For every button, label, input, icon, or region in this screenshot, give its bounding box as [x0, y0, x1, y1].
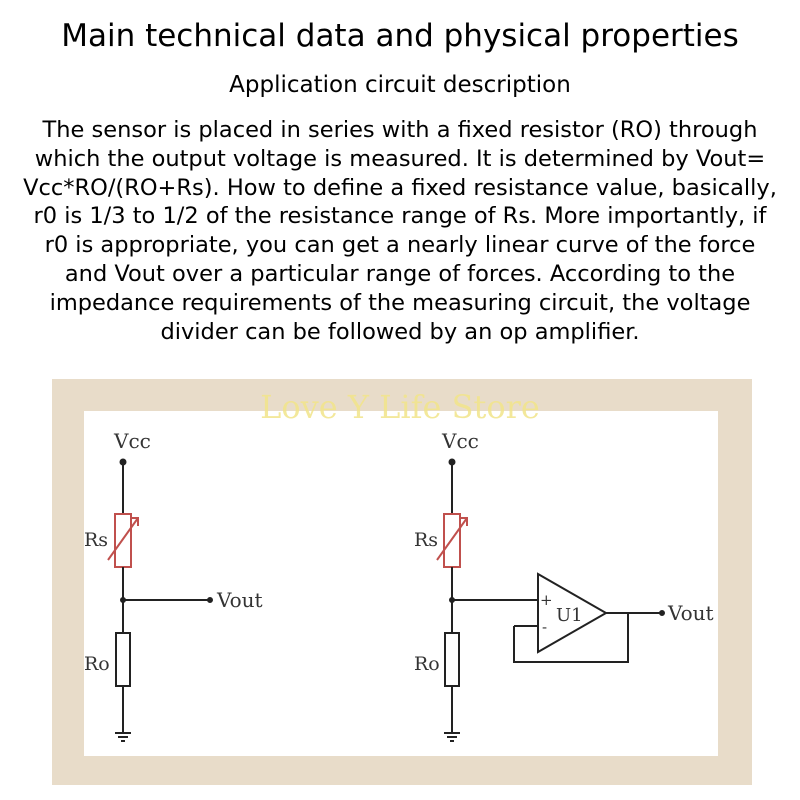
right-vout-label: Vout	[668, 601, 714, 625]
left-r0-label: Ro	[84, 653, 110, 675]
right-rs-label: Rs	[414, 529, 439, 551]
page-subtitle: Application circuit description	[229, 72, 571, 98]
left-ground-icon	[115, 733, 131, 741]
opamp-plus-label: +	[540, 591, 553, 609]
right-vout-node	[660, 611, 664, 615]
page-title: Main technical data and physical properties	[61, 18, 739, 54]
right-r0-resistor	[445, 633, 459, 686]
left-vout-node	[208, 598, 212, 602]
right-vcc-label: Vcc	[442, 429, 479, 453]
left-rs-label: Rs	[84, 529, 109, 551]
left-rs-arrow-line	[108, 518, 138, 560]
store-watermark: Love Y Life Store	[260, 388, 540, 426]
left-vout-label: Vout	[217, 588, 263, 612]
right-rs-arrow-line	[437, 518, 467, 560]
left-circuit	[108, 460, 212, 742]
opamp-u1-label: U1	[556, 605, 583, 626]
left-vcc-label: Vcc	[114, 429, 151, 453]
description-paragraph: The sensor is placed in series with a fixed resistor (RO) through which the output voltage is measured. It is determined by Vout= Vcc*RO/(RO+Rs). How to define a fixed resistance value, basically, r0 is 1/3 to 1/2 of the resistance range of Rs. More importantly, if r0 is appropriate, you can get a nearly linear curve of the force and Vout over a particular range of forces. According to the impedance requirements of the measuring circuit, the voltage divider can be followed by an op amplifier.	[23, 117, 777, 345]
right-r0-label: Ro	[414, 653, 440, 675]
right-ground-icon	[444, 733, 460, 741]
left-r0-resistor	[116, 633, 130, 686]
opamp-minus-label: -	[542, 618, 548, 636]
